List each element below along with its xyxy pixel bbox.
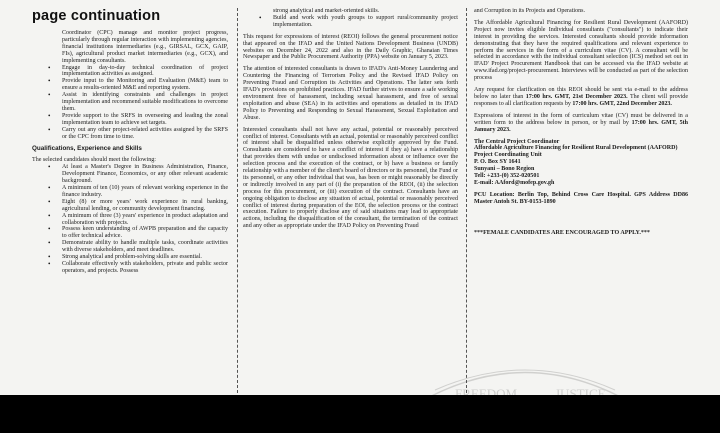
response-deadline: 17:00 hrs. GMT, 22nd December 2023. [572, 100, 672, 107]
column-left [32, 30, 228, 400]
qualifications-intro: The selected candidates should meet the following: [32, 157, 156, 164]
column-divider [466, 8, 467, 393]
list-item: • Carry out any other project-related activities assigned by the SRFS or the CPC from time to time. [32, 127, 228, 141]
policy-paragraph: The attention of interested consultants is drawn to IFAD's Anti-Money Laundering and Countering the Financing of Terrorism Policy and the Revised IFAD Policy on Preventing Fraud and Corruption its Activities and Operations. The latter sets forth IFAD's provisions on prohibited practices. IFAD further strives to ensure a safe working environment free of harassment, including sexual harassment, and free of sexual exploitation and abuse (SEA) in its activities and operations as detailed in its IFAD Policy to Preventing and Responding to Sexual Harassment, Sexual Exploitation and Abuse. [243, 66, 458, 121]
list-item: • Assist in identifying constraints and challenges in project implementation and recommend suitable modifications to overcome them. [32, 92, 228, 113]
column-middle [243, 8, 458, 378]
submission-deadline: 17:00 hrs. GMT, 5th January 2023. [474, 119, 688, 133]
watermark-word-left: FREEDOM [455, 386, 518, 401]
female-candidates-notice: ***FEMALE CANDIDATES ARE ENCOURAGED TO APPLY.*** [474, 229, 650, 236]
address-line: The Central Project Coordinator [474, 138, 560, 145]
address-line: Affordable Agriculture Financing for Resilient Rural Development (AAFORD) [474, 145, 678, 152]
list-item: • Provide support to the SRFS in overseeing and leading the zonal implementation team to achieve set targets. [32, 113, 228, 127]
reoi-paragraph: This request for expressions of interest (REOI) follows the general procurement notice that appeared on the IFAD and the United Nations Development Business (UNDB) websites on December 24, 2022 and also in the Daily Graphic, Ghanaian Times Newspaper and the Public Procurement Authority (PPA) website on January 5, 2023. [243, 33, 458, 61]
list-item: • Collaborate effectively with stakeholders, private and public sector operators, and projects. Possess [32, 261, 228, 275]
list-item: • A minimum of three (3) years' experience in product adaptation and collaboration with projects. [32, 213, 228, 227]
qualifications-list [32, 164, 228, 275]
pcu-location: PCU Location: Berlin Top, Behind Cross Care Hospital. GPS Address DD86 Master Antoh St. BY-0153-1890 [474, 191, 688, 205]
list-item: • Provide input to the Monitoring and Evaluation (M&E) team to ensure a results-oriented M&E and reporting system. [32, 78, 228, 92]
clarification-deadline: 17:00 hrs. GMT, 21st December 2023. [525, 93, 628, 100]
responsibility-list [32, 30, 228, 141]
clarification-paragraph: Any request for clarification on this REOI should be sent via e-mail to the address below no later than 17:00 hrs. GMT, 21st December 2023. The client will provide responses to all clarification requests by 17:00 hrs. GMT, 22nd December 2023. [474, 87, 688, 107]
list-item: • Possess keen understanding of AWPB preparation and the capacity to offer technical advice. [32, 226, 228, 240]
page-title: page continuation [32, 8, 161, 24]
continuation-paragraph: and Corruption in its Projects and Operations. [474, 8, 586, 14]
address-line: Sunyani – Bono Region [474, 166, 535, 173]
address-line: Tell: +233-(0) 352-020501 [474, 173, 540, 180]
list-item: • Engage in day-to-day technical coordination of project implementation activities as assigned. [32, 65, 228, 79]
conflict-of-interest-paragraph: Interested consultants shall not have any actual, potential or reasonably perceived conflict of interest. Consultants with an actual, potential or reasonably perceived conflict of interest shall be disqualified unless otherwise explicitly approved by the Fund. Consultants are considered to have a conflict of interest if they a) have a relationship that provides them with undue or undisclosed information about or influence over the selection process and the execution of the contract, or b) have a business or family relationship with a member of the client's board of directors or its personnel, the Fund or its personnel, or any other individual that was, has been or might reasonably be directly or indirectly involved in any part of (i) the preparation of the REOI, (ii) the selection process for this procurement, or (iii) execution of the contract. Consultants have an ongoing obligation to disclose any situation of actual, potential or reasonably perceived conflict of interest during preparation of the EOI, the selection process or the contract execution. Failure to properly disclose any of said situations may lead to appropriate actions, including the disqualification of the consultant, the termination of the contract and any other as appropriate under the IFAD Policy on Preventing Fraud [243, 126, 458, 230]
invitation-paragraph: The Affordable Agricultural Financing for Resilient Rural Development (AAFORD) Project now invites eligible Individual consultants ("consultants") to indicate their interest in providing the services. Interested consultants should provide information demonstrating that they have the required qualifications and relevant experience to perform the services in the form of a curriculum vitae (CV). A consultant will be selected in accordance with the individual consultant selection (ICS) method set out in IFAD' Project Procurement Handbook that can be accessed via the IFAD website at www.ifad.org/project-procurement. Interviews will be conducted as part of the selection process [474, 19, 688, 82]
qualifications-heading: Qualifications, Experience and Skills [32, 144, 142, 152]
email-line: E-mail: AAford@mofep.gov.gh [474, 179, 555, 186]
footer-bar [0, 395, 720, 433]
skills-list-continued [243, 8, 458, 29]
address-block [474, 139, 688, 187]
column-right [474, 8, 688, 378]
column-divider [237, 8, 238, 393]
list-item: • Build and work with youth groups to support rural/community project implementation. [243, 15, 458, 29]
list-item: • Strong analytical and problem-solving skills are essential. [32, 254, 228, 261]
list-item: Coordinator (CPC) manage and monitor project progress, particularly through regular interaction with implementing agencies, financial institutions intermediaries (e.g., GIRSAL, GCX, GAIP, FIs), agricultural product market intermediaries (e.g., GCX), and implementing consultants. [62, 30, 228, 64]
list-item: • Eight (8) or more years' work experience in rural banking, agricultural lending, or community development financing. [32, 199, 228, 213]
list-item: • A minimum of ten (10) years of relevant working experience in the finance industry. [32, 185, 228, 199]
submission-paragraph: Expressions of interest in the form of curriculum vitae (CV) must be delivered in a written form to the address below in person, or by mail by 17:00 hrs. GMT, 5th January 2023. [474, 112, 688, 133]
list-item: • At least a Master's Degree in Business Administration, Finance, Development Finance, Economics, or any other relevant academic background. [32, 164, 228, 185]
address-line: P. O. Box SY 1641 [474, 159, 521, 166]
address-line: Project Coordinating Unit [474, 152, 542, 159]
list-item: • Demonstrate ability to handle multiple tasks, coordinate activities with diverse stakeholders, and meet deadlines. [32, 240, 228, 254]
watermark-word-right: JUSTICE [555, 386, 606, 401]
list-item: strong analytical and market-oriented skills. [273, 8, 380, 14]
